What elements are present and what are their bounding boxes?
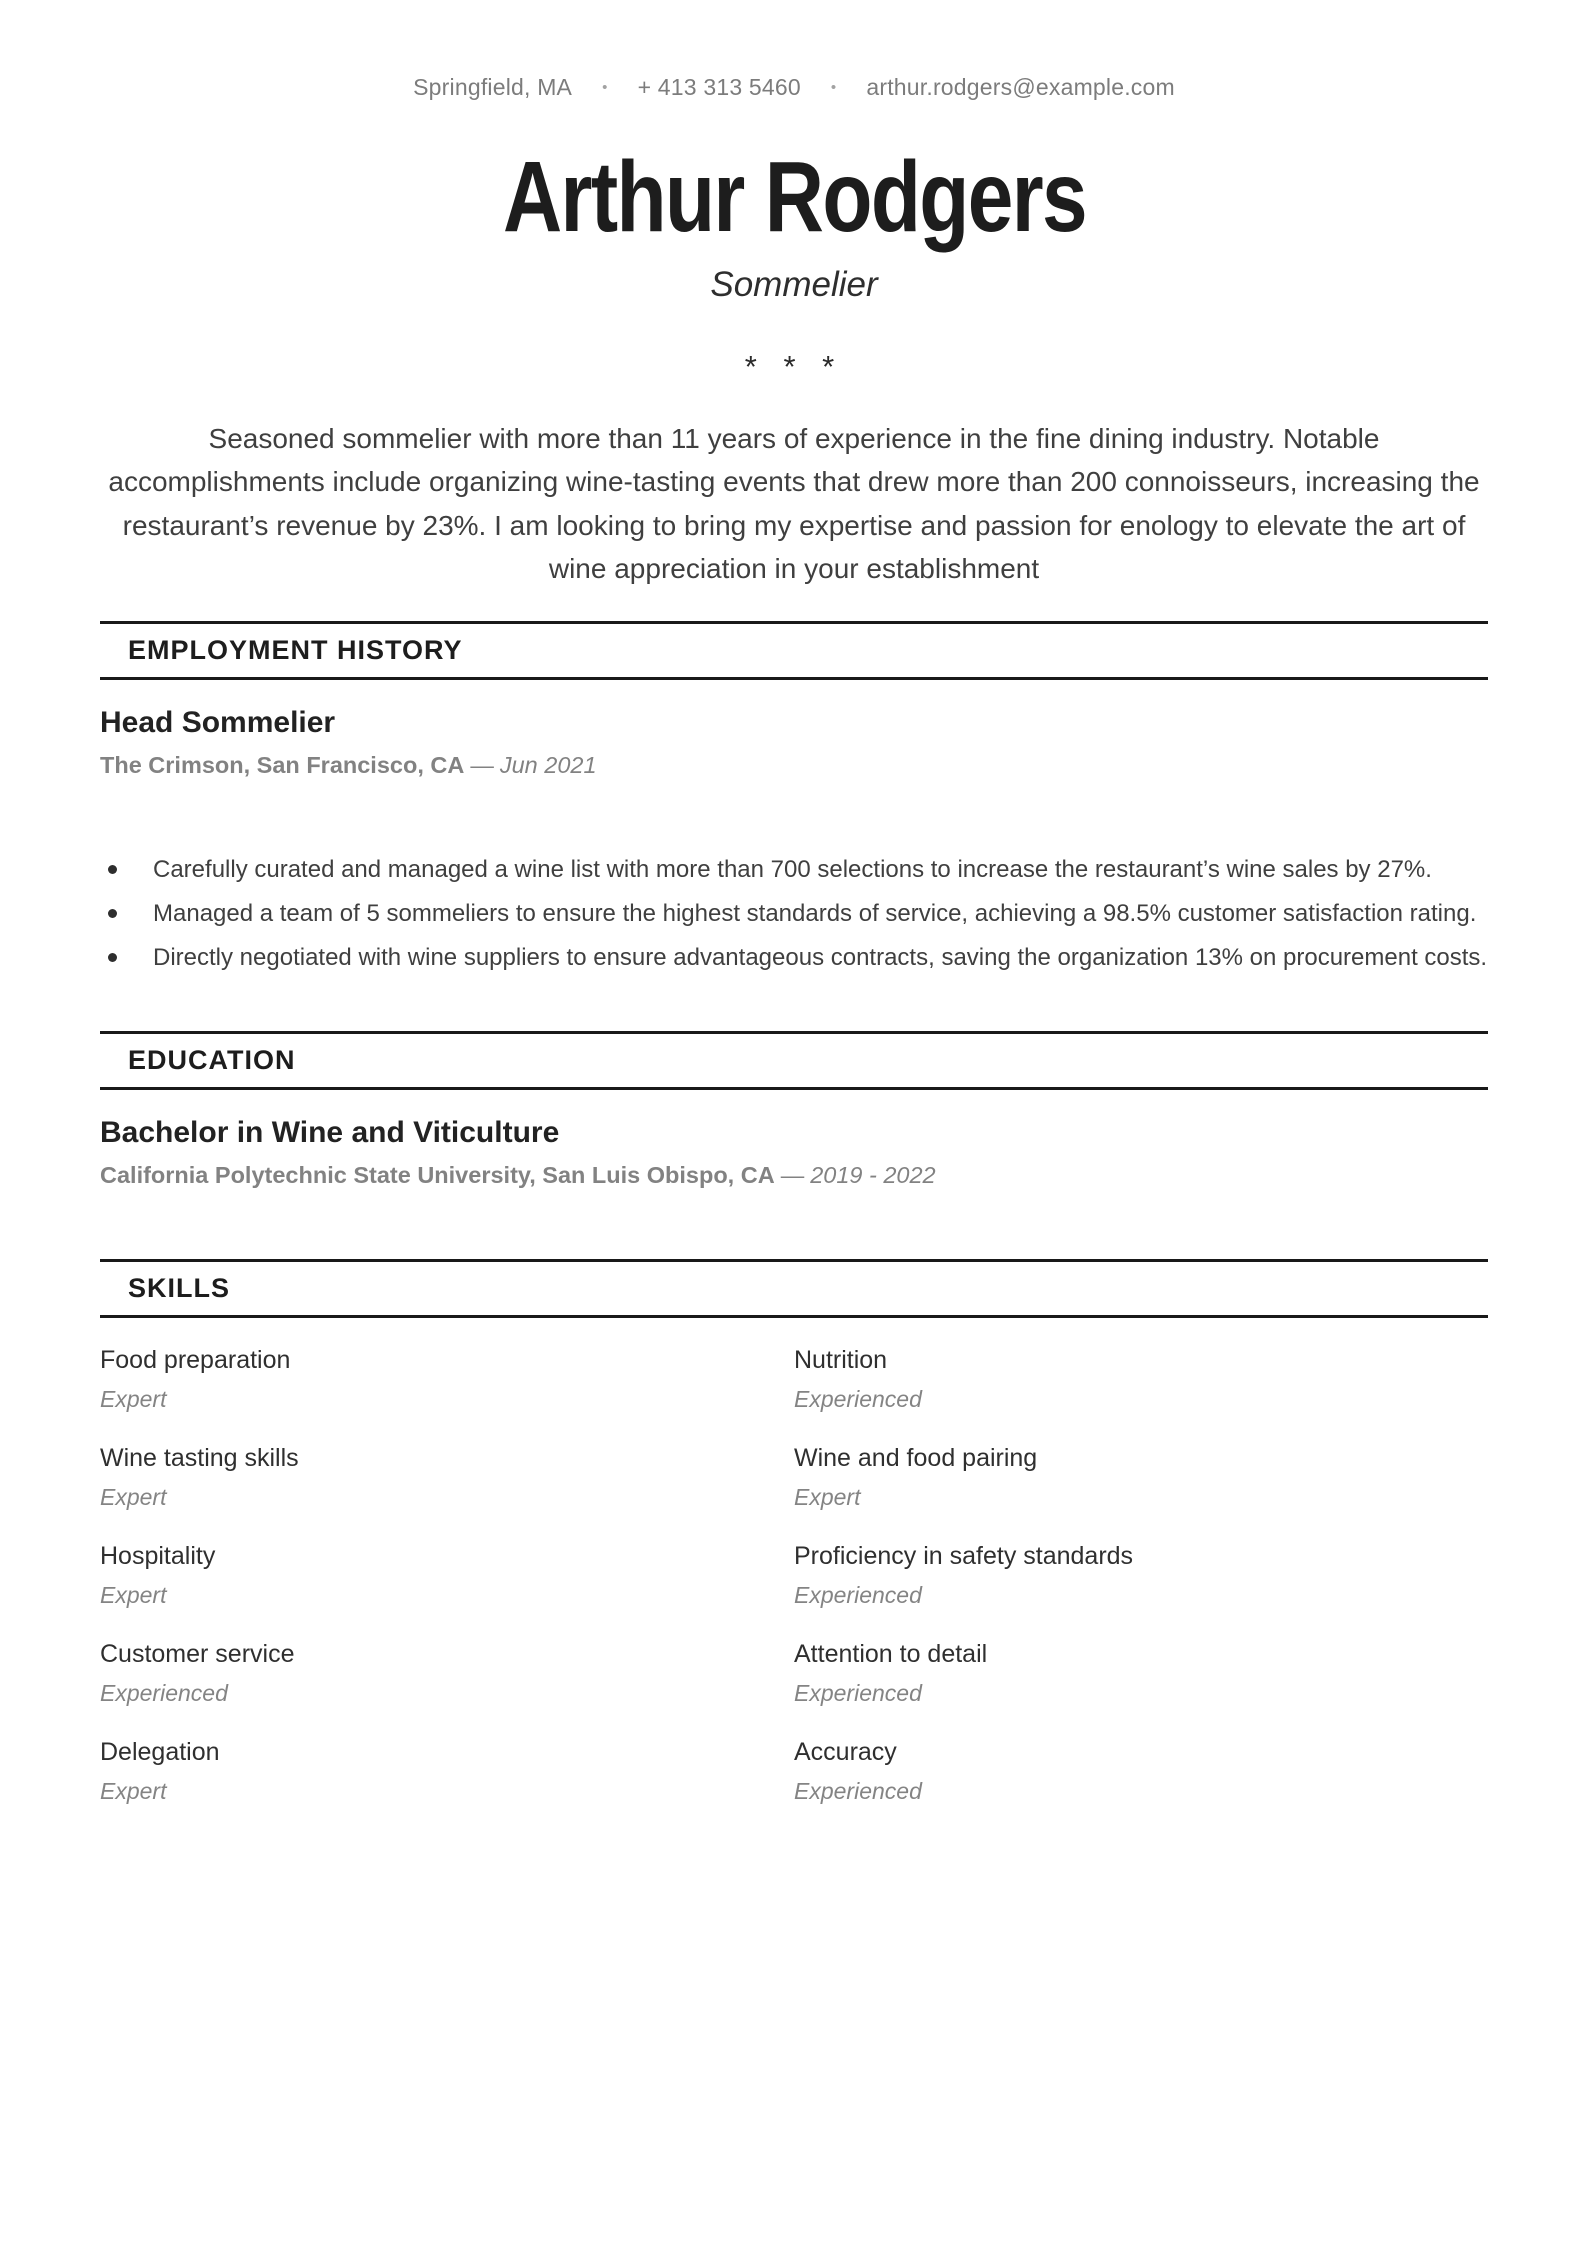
asterisk-ornament: * * *: [744, 349, 844, 384]
employment-history-heading: EMPLOYMENT HISTORY: [100, 621, 1488, 680]
skill-item: [794, 1542, 1488, 1609]
skill-name: Delegation: [100, 1737, 220, 1766]
skill-level: Experienced: [794, 1679, 922, 1706]
skill-name: Attention to detail: [794, 1639, 988, 1668]
job-entry: [100, 706, 1488, 979]
skills-section: [100, 1259, 1488, 1805]
education-heading: EDUCATION: [100, 1031, 1488, 1090]
skill-item: [100, 1444, 794, 1511]
skill-name: Accuracy: [794, 1737, 897, 1766]
education-section: [100, 1031, 1488, 1189]
candidate-name: [100, 141, 1488, 253]
meta-dash: —: [470, 751, 494, 778]
contact-phone: + 413 313 5460: [637, 74, 801, 100]
skills-heading: SKILLS: [100, 1259, 1488, 1318]
job-bullet-text: Carefully curated and managed a wine list with more than 700 selections to increase the restaurant’s wine sales by 27%.: [153, 855, 1432, 883]
skill-item: [100, 1346, 794, 1413]
skill-item: [794, 1444, 1488, 1511]
job-bullet-item: [100, 893, 1488, 935]
bullet-dot-icon: [108, 953, 117, 962]
skill-name: Wine tasting skills: [100, 1443, 299, 1472]
skill-name: Food preparation: [100, 1345, 291, 1374]
job-bullet-text: Directly negotiated with wine suppliers to ensure advantageous contracts, saving the organization 13% on procurement costs.: [153, 943, 1488, 971]
education-school: California Polytechnic State University, San Luis Obispo, CA: [100, 1161, 775, 1188]
job-entry-meta: [100, 752, 1488, 779]
contact-location: Springfield, MA: [413, 74, 573, 100]
skill-level: Expert: [100, 1483, 167, 1510]
profile-summary: Seasoned sommelier with more than 11 years of experience in the fine dining industry. Notable accomplishments include organizing wine-tasting events that drew more than 200 connoisseurs, increasing the restaurant’s revenue by 23%. I am looking to bring my expertise and passion for enology to elevate the art of wine appreciation in your establishment: [108, 423, 1480, 585]
skill-item: [100, 1738, 794, 1805]
skill-item: [100, 1640, 794, 1707]
contact-separator-icon: •: [830, 79, 837, 96]
skill-item: [794, 1640, 1488, 1707]
skill-name: Proficiency in safety standards: [794, 1541, 1134, 1570]
job-entry-title: Head Sommelier: [100, 705, 336, 739]
skill-name: Customer service: [100, 1639, 295, 1668]
skill-level: Expert: [100, 1385, 167, 1412]
skill-level: Experienced: [100, 1679, 228, 1706]
education-entry-meta: [100, 1162, 1488, 1189]
employment-history-section: [100, 621, 1488, 979]
job-bullet-text: Managed a team of 5 sommeliers to ensure the highest standards of service, achieving a 98.5% customer satisfaction rating.: [153, 899, 1477, 927]
skills-grid: [100, 1346, 1488, 1805]
skill-level: Expert: [794, 1483, 861, 1510]
contact-separator-icon: •: [602, 79, 608, 96]
job-bullet-item: [100, 849, 1488, 891]
contact-line: [100, 74, 1488, 101]
skill-name: Wine and food pairing: [794, 1443, 1038, 1472]
contact-email: arthur.rodgers@example.com: [866, 74, 1175, 100]
skill-item: [100, 1542, 794, 1609]
bullet-dot-icon: [108, 909, 117, 918]
skill-level: Expert: [100, 1777, 167, 1804]
job-date: Jun 2021: [499, 751, 597, 778]
bullet-dot-icon: [108, 865, 117, 874]
education-entry: [100, 1116, 1488, 1189]
skill-item: [794, 1738, 1488, 1805]
skill-level: Expert: [100, 1581, 167, 1608]
candidate-job-title: Sommelier: [710, 265, 878, 304]
skill-level: Experienced: [794, 1385, 922, 1412]
job-bullet-list: [100, 849, 1488, 979]
skill-name: Nutrition: [794, 1345, 888, 1374]
meta-dash: —: [780, 1161, 805, 1188]
job-company: The Crimson, San Francisco, CA: [100, 751, 465, 778]
candidate-name-text: Arthur Rodgers: [502, 141, 1086, 253]
education-date: 2019 - 2022: [810, 1161, 936, 1188]
job-bullet-item: [100, 937, 1488, 979]
skill-level: Experienced: [794, 1777, 922, 1804]
skill-item: [794, 1346, 1488, 1413]
skill-level: Experienced: [794, 1581, 922, 1608]
education-degree: Bachelor in Wine and Viticulture: [100, 1115, 560, 1149]
skill-name: Hospitality: [100, 1541, 216, 1570]
